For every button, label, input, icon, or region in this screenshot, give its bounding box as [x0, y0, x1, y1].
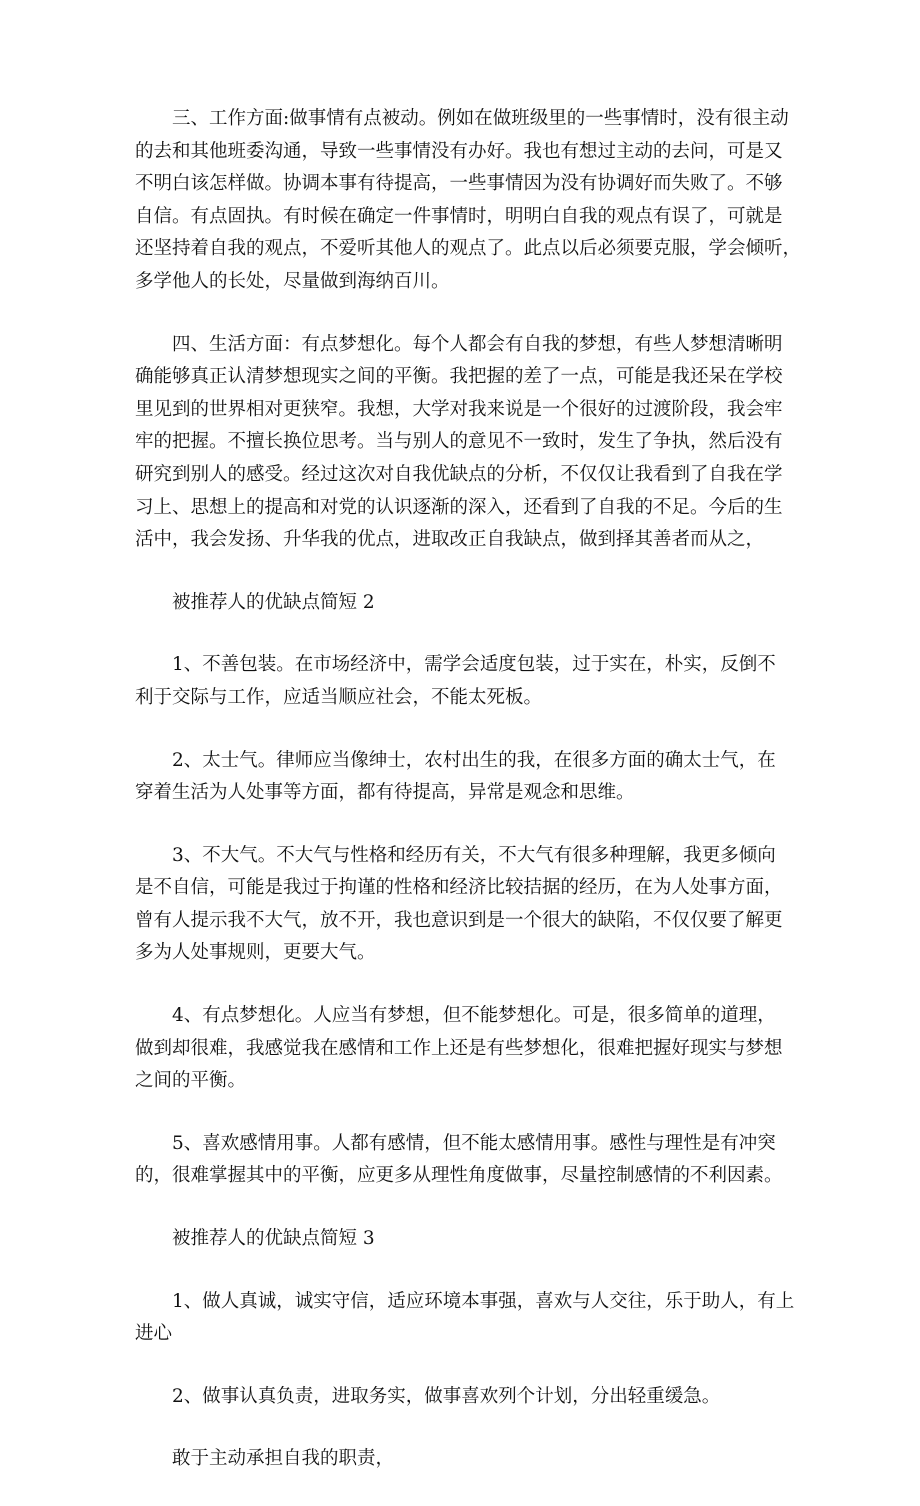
paragraph-2-4: [135, 1000, 800, 1098]
text-line: 1、做人真诚，诚实守信，适应环境本事强，喜欢与人交往，乐于助人，有上: [172, 1290, 795, 1312]
paragraph-3-2: [135, 1381, 800, 1414]
paragraph-2-1: [135, 649, 800, 714]
text-line: 研究到别人的感受。经过这次对自我优缺点的分析，不仅仅让我看到了自我在学: [135, 463, 783, 485]
heading-text: 被推荐人的优缺点简短 3: [172, 1228, 375, 1250]
text-line: 四、生活方面：有点梦想化。每个人都会有自我的梦想，有些人梦想清晰明: [172, 333, 783, 355]
text-line: 1、不善包装。在市场经济中，需学会适度包装，过于实在，朴实，反倒不: [172, 654, 776, 676]
text-line: 利于交际与工作，应适当顺应社会，不能太死板。: [135, 686, 543, 708]
text-line: 之间的平衡。: [135, 1070, 247, 1092]
text-line: 穿着生活为人处事等方面，都有待提高，异常是观念和思维。: [135, 782, 635, 804]
text-line: 习上、思想上的提高和对党的认识逐渐的深入，还看到了自我的不足。今后的生: [135, 496, 783, 518]
paragraph-2-2: [135, 745, 800, 810]
text-line: 2、太士气。律师应当像绅士，农村出生的我，在很多方面的确太士气，在: [172, 749, 776, 771]
text-line: 还坚持着自我的观点，不爱听其他人的观点了。此点以后必须要克服，学会倾听，: [135, 238, 802, 260]
text-line: 自信。有点固执。有时候在确定一件事情时，明明白自我的观点有误了，可就是: [135, 205, 783, 227]
paragraph-2-5: [135, 1128, 800, 1193]
text-line: 曾有人提示我不大气，放不开，我也意识到是一个很大的缺陷，不仅仅要了解更: [135, 909, 783, 931]
paragraph-3-1: [135, 1286, 800, 1351]
document-body: [135, 103, 800, 1506]
text-line: 活中，我会发扬、升华我的优点，进取改正自我缺点，做到择其善者而从之，: [135, 529, 765, 551]
text-line: 多为人处事规则，更要大气。: [135, 942, 376, 964]
text-line: 牢的把握。不擅长换位思考。当与别人的意见不一致时，发生了争执，然后没有: [135, 431, 783, 453]
text-line: 5、喜欢感情用事。人都有感情，但不能太感情用事。感性与理性是有冲突: [172, 1132, 776, 1154]
section-heading-3: [135, 1223, 800, 1256]
text-line: 不明白该怎样做。协调本事有待提高，一些事情因为没有协调好而失败了。不够: [135, 173, 783, 195]
text-line: 3、不大气。不大气与性格和经历有关，不大气有很多种理解，我更多倾向: [172, 844, 776, 866]
text-line: 三、工作方面:做事情有点被动。例如在做班级里的一些事情时，没有很主动: [172, 108, 789, 129]
heading-text: 被推荐人的优缺点简短 2: [172, 591, 375, 613]
text-line: 4、有点梦想化。人应当有梦想，但不能梦想化。可是，很多简单的道理，: [172, 1005, 776, 1027]
text-line: 里见到的世界相对更狭窄。我想，大学对我来说是一个很好的过渡阶段，我会牢: [135, 398, 783, 420]
text-line: 2、做事认真负责，进取务实，做事喜欢列个计划，分出轻重缓急。: [172, 1385, 721, 1407]
paragraph-work: [135, 103, 800, 299]
text-line: 确能够真正认清梦想现实之间的平衡。我把握的差了一点，可能是我还呆在学校: [135, 366, 783, 388]
text-line: 敢于主动承担自我的职责，: [172, 1448, 395, 1470]
text-line: 做到却很难，我感觉我在感情和工作上还是有些梦想化，很难把握好现实与梦想: [135, 1037, 783, 1059]
text-line: 的，很难掌握其中的平衡，应更多从理性角度做事，尽量控制感情的不利因素。: [135, 1165, 783, 1187]
text-line: 是不自信，可能是我过于拘谨的性格和经济比较拮据的经历，在为人处事方面，: [135, 877, 783, 899]
text-line: 进心: [135, 1323, 173, 1345]
paragraph-2-3: [135, 840, 800, 970]
text-line: 的去和其他班委沟通，导致一些事情没有办好。我也有想过主动的去问，可是又: [135, 140, 783, 162]
paragraph-3-3: [135, 1443, 800, 1476]
paragraph-life: [135, 329, 800, 557]
text-line: 多学他人的长处，尽量做到海纳百川。: [135, 270, 450, 292]
section-heading-2: [135, 587, 800, 620]
